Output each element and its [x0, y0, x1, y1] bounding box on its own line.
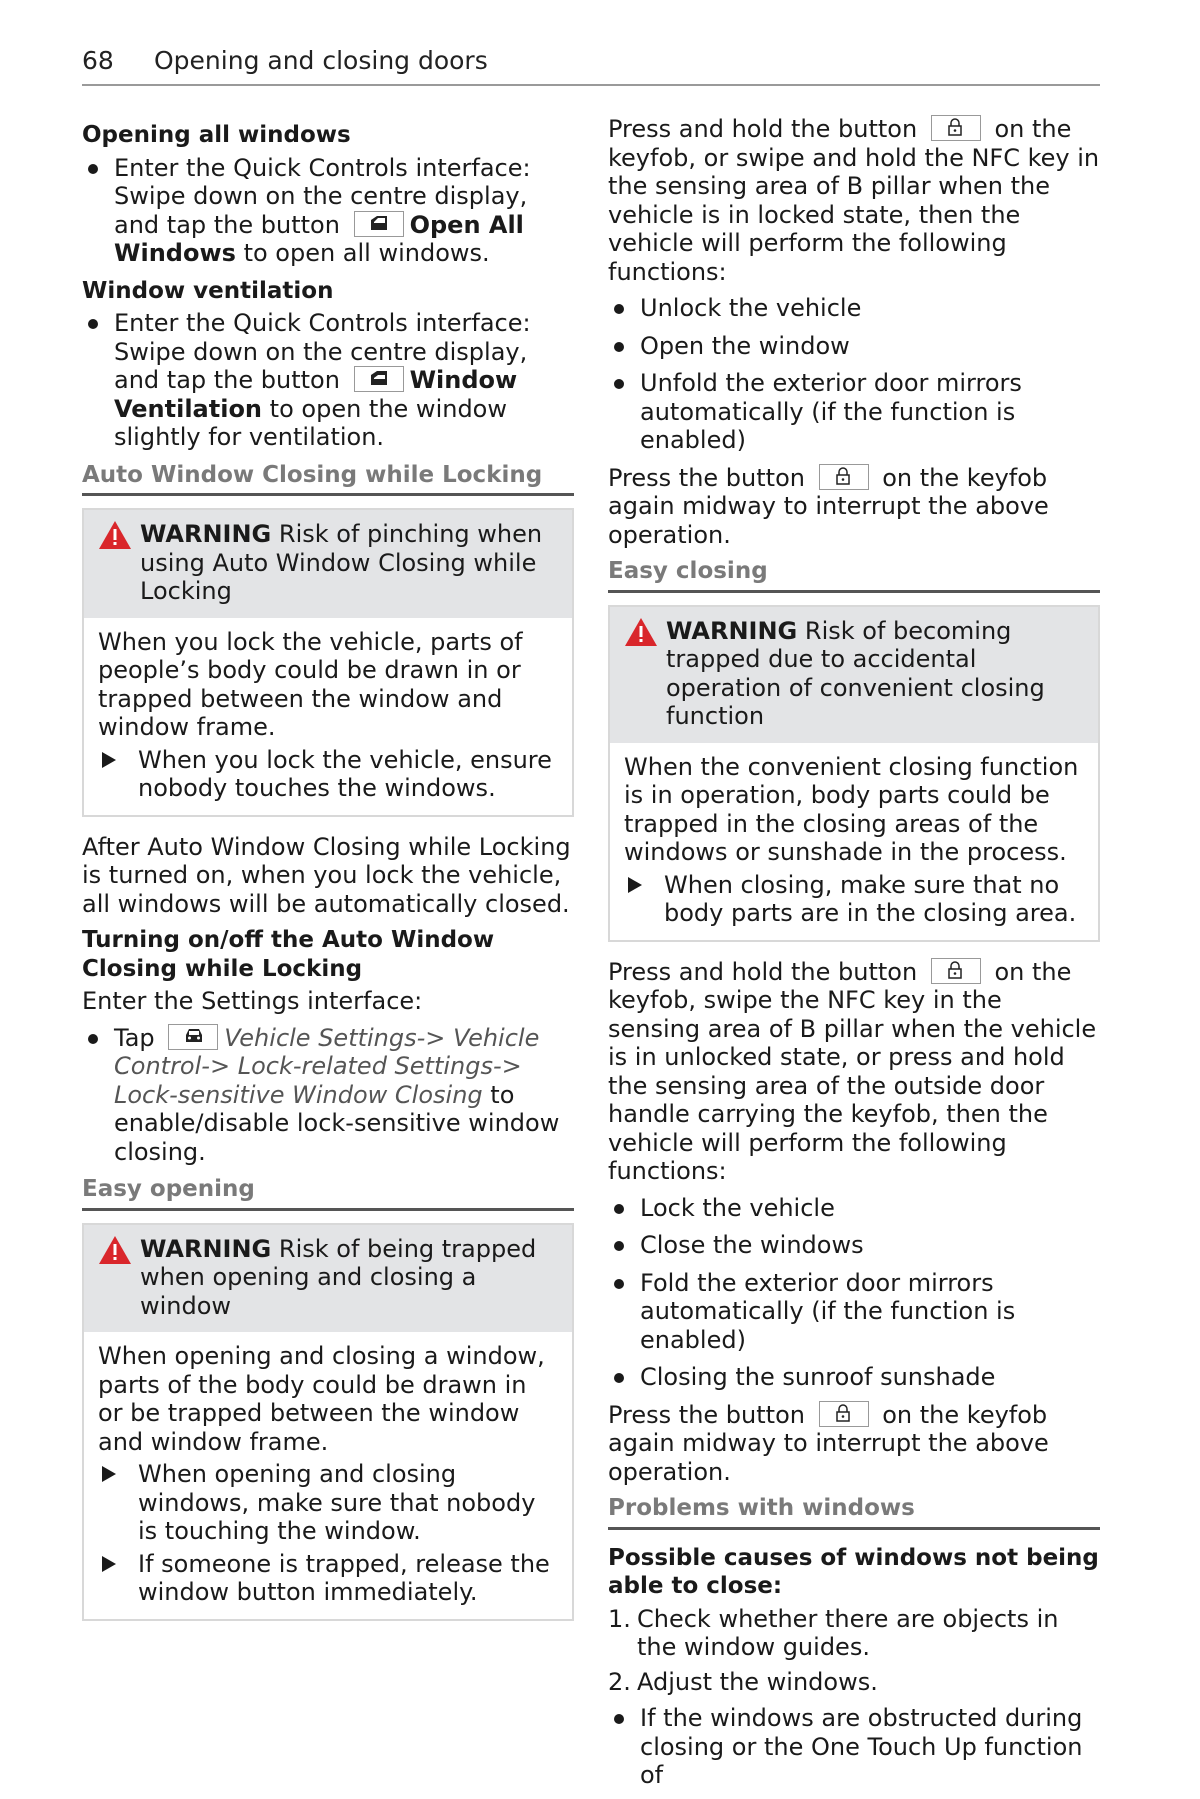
section-easy-closing: Easy closing: [608, 557, 1100, 593]
heading-turning-on-off: Turning on/off the Auto Window Closing while Locking: [82, 927, 495, 982]
warning-body: [84, 618, 572, 815]
arrow-icon: [102, 752, 116, 768]
warning-text: When opening and closing a window, parts of the body could be drawn in or be trapped between the window and window frame.: [98, 1342, 545, 1456]
list-item: Fold the exterior door mirrors automatically (if the function is enabled): [608, 1269, 1100, 1355]
heading-window-ventilation: Window ventilation: [82, 277, 334, 304]
bullet-dot: [88, 1034, 98, 1044]
section-auto-window-closing: Auto Window Closing while Locking: [82, 461, 574, 497]
bullet-dot: [614, 1714, 624, 1724]
lock-icon: [819, 464, 869, 490]
list-item: Unfold the exterior door mirrors automatically (if the function is enabled): [608, 369, 1100, 455]
warning-text: When you lock the vehicle, parts of people’s body could be drawn in or trapped between the window and window frame.: [98, 627, 523, 741]
warning-box: [82, 508, 574, 817]
lock-functions-list: [608, 1194, 1100, 1392]
warning-action: When opening and closing windows, make sure that nobody is touching the window.: [98, 1460, 558, 1546]
warning-header: [610, 607, 1098, 743]
list-item: If the windows are obstructed during closing or the One Touch Up function of: [608, 1704, 1100, 1790]
warning-action: When closing, make sure that no body parts are in the closing area.: [624, 871, 1084, 928]
bullet-dot: [614, 342, 624, 352]
list-item: Enter the Quick Controls interface: Swipe down on the centre display, and tap the button Open All Windows to open all windows.: [82, 154, 574, 268]
window-ventilation-label: Window Ventilation: [114, 366, 518, 423]
lock-icon: [819, 1401, 869, 1427]
warning-body: [610, 743, 1098, 940]
unlock-intro: Press and hold the button on the keyfob, or swipe and hold the NFC key in the sensing area of B pillar when the vehicle is in locked state, then the vehicle will perform the following functions:: [608, 115, 1100, 286]
list-item: 1. Check whether there are objects in the window guides.: [608, 1604, 1059, 1661]
warning-header: [84, 1225, 572, 1333]
page-title: Opening and closing doors: [154, 46, 488, 75]
warning-action: If someone is trapped, release the window button immediately.: [98, 1550, 558, 1607]
lock-interrupt: Press the button on the keyfob again midway to interrupt the above operation.: [608, 1400, 1049, 1486]
list-item: Lock the vehicle: [608, 1194, 1100, 1223]
warning-title: Risk of pinching when using Auto Window Closing while Locking: [140, 520, 543, 605]
list-item: Unlock the vehicle: [608, 294, 1100, 323]
car-icon: [168, 1024, 218, 1050]
heading-opening-all-windows: Opening all windows: [82, 122, 351, 148]
right-column: [608, 115, 1100, 1799]
bullet-dot: [614, 1204, 624, 1214]
arrow-icon: [628, 877, 642, 893]
warning-title: Risk of being trapped when opening and closing a window: [140, 1234, 537, 1320]
left-column: [82, 115, 574, 1637]
list-item: 2. Adjust the windows.: [608, 1667, 878, 1696]
list-item: Close the windows: [608, 1231, 1100, 1260]
warning-label: WARNING: [140, 1234, 272, 1263]
opening-all-windows-steps: [82, 154, 574, 268]
warning-box: [82, 1223, 574, 1621]
unlock-interrupt: Press the button on the keyfob again midway to interrupt the above operation.: [608, 463, 1049, 549]
warning-triangle-icon: [624, 617, 658, 647]
window-ventilation-steps: [82, 309, 574, 452]
bullet-dot: [614, 1241, 624, 1251]
list-item: Open the window: [608, 332, 1100, 361]
warning-triangle-icon: [98, 520, 132, 550]
causes-list: [608, 1605, 1100, 1697]
lock-intro: Press and hold the button on the keyfob, swipe the NFC key in the sensing area of B pillar when the vehicle is in unlocked state, or press and hold the sensing area of the outside door handle carrying the keyfob, then the vehicle will perform the following functions:: [608, 957, 1097, 1185]
warning-body: [84, 1332, 572, 1619]
bullet-dot: [614, 379, 624, 389]
warning-title: Risk of becoming trapped due to accidental operation of convenient closing function: [666, 616, 1045, 730]
warning-label: WARNING: [666, 616, 798, 645]
list-item: Enter the Quick Controls interface: Swipe down on the centre display, and tap the button Window Ventilation to open the window slightly for ventilation.: [82, 309, 574, 452]
problems-bullets: [608, 1704, 1100, 1790]
heading-possible-causes: Possible causes of windows not being able to close:: [608, 1544, 1099, 1599]
warning-triangle-icon: [98, 1235, 132, 1265]
bullet-dot: [614, 304, 624, 314]
list-item: Closing the sunroof sunshade: [608, 1363, 1100, 1392]
list-item: Tap Vehicle Settings-> Vehicle Control-> Lock-related Settings-> Lock-sensitive Window Closing to enable/disable lock-sensitive window closing.: [82, 1024, 574, 1167]
bullet-dot: [614, 1279, 624, 1289]
page-number: 68: [82, 46, 114, 75]
warning-box: [608, 605, 1100, 942]
bullet-dot: [614, 1373, 624, 1383]
section-problems-with-windows: Problems with windows: [608, 1494, 1100, 1530]
arrow-icon: [102, 1556, 116, 1572]
open-all-windows-label: Open All Windows: [114, 210, 524, 267]
lock-icon: [931, 115, 981, 141]
warning-header: [84, 510, 572, 618]
lock-icon: [931, 958, 981, 984]
arrow-icon: [102, 1466, 116, 1482]
bullet-dot: [88, 319, 98, 329]
section-easy-opening: Easy opening: [82, 1175, 574, 1211]
warning-text: When the convenient closing function is in operation, body parts could be trapped in the closing areas of the windows or sunshade in the process.: [624, 752, 1079, 866]
car-window-icon: [354, 366, 404, 392]
settings-intro: Enter the Settings interface:: [82, 987, 423, 1015]
car-window-icon: [354, 211, 404, 237]
bullet-dot: [88, 164, 98, 174]
warning-action: When you lock the vehicle, ensure nobody touches the windows.: [98, 746, 558, 803]
auto-closing-paragraph: After Auto Window Closing while Locking is turned on, when you lock the vehicle, all windows will be automatically closed.: [82, 832, 571, 918]
settings-steps: [82, 1024, 574, 1167]
warning-label: WARNING: [140, 520, 272, 548]
page-header: [82, 44, 1100, 86]
unlock-functions-list: [608, 294, 1100, 455]
